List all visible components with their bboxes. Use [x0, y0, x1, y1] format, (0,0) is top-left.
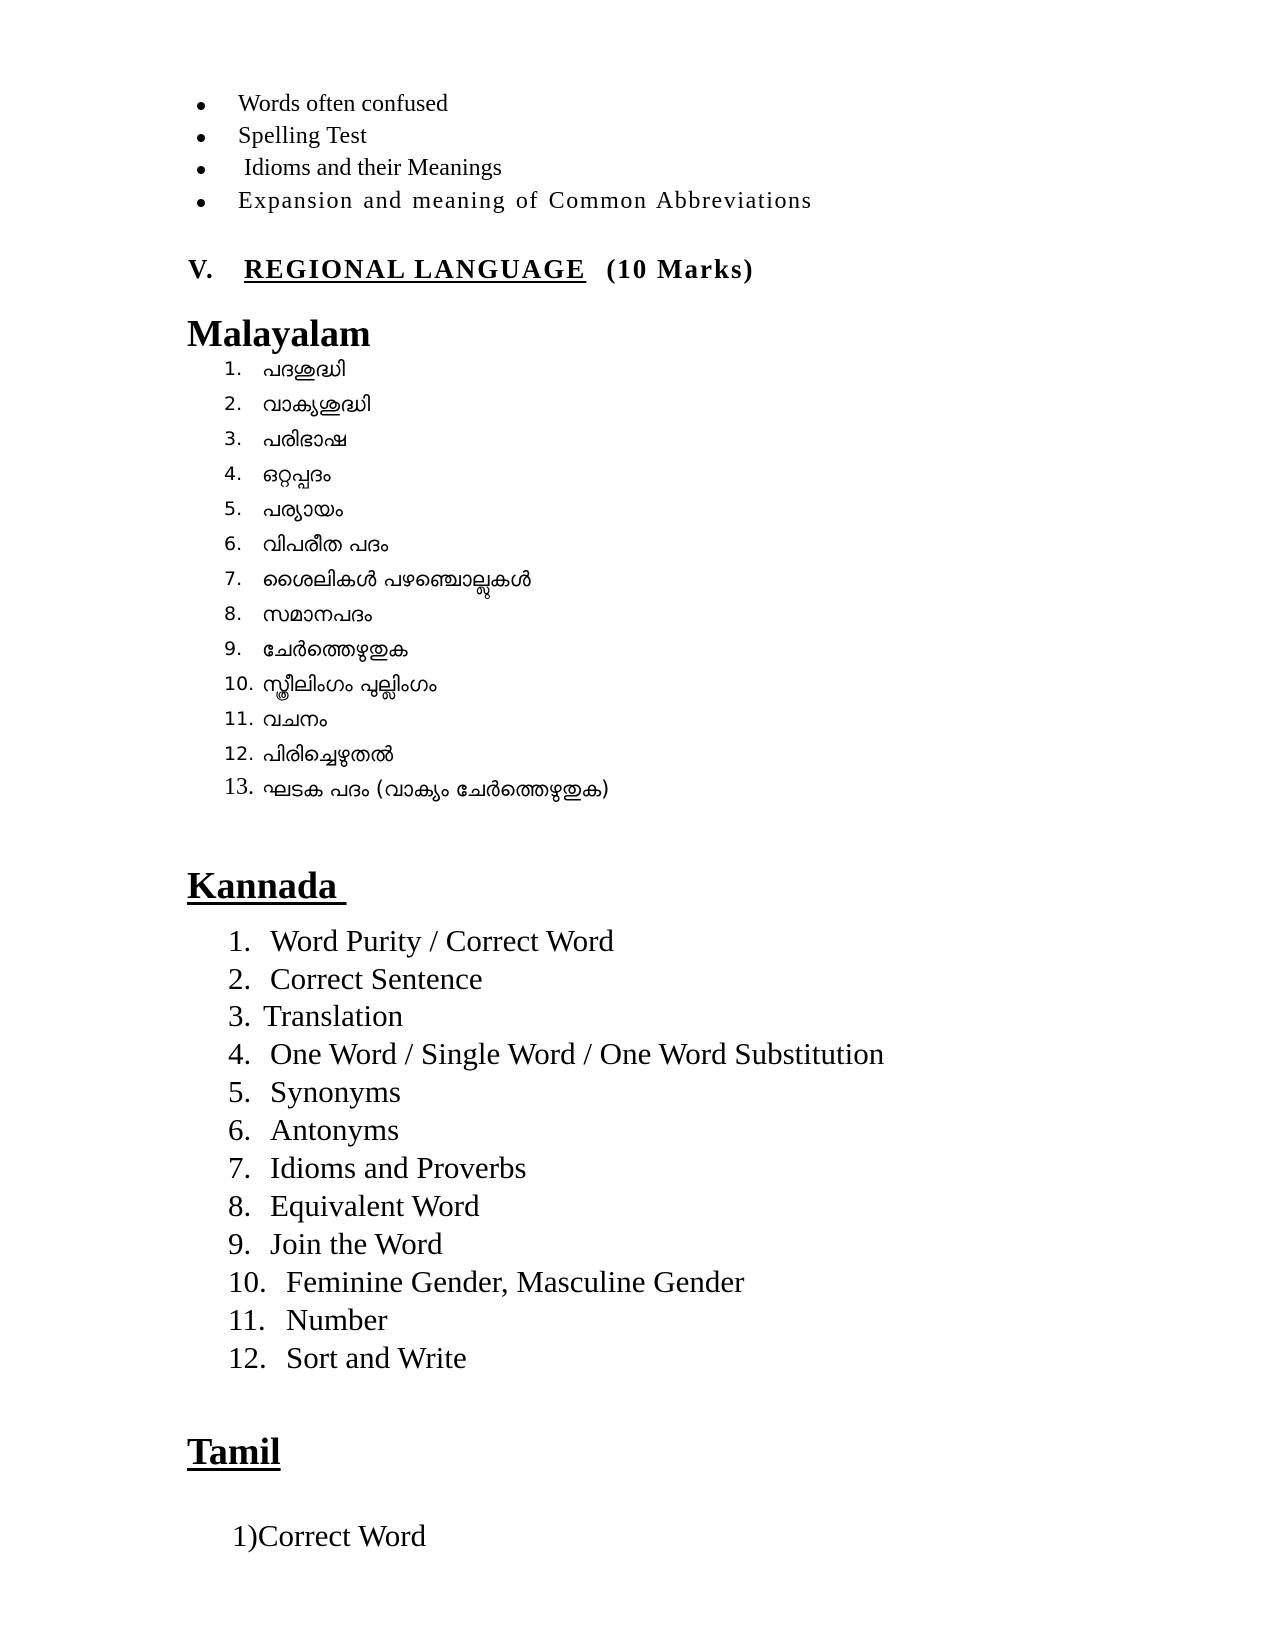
item-text: സ്ത്രീലിംഗം പുല്ലിംഗം: [262, 672, 437, 696]
item-number: 2.: [224, 393, 243, 415]
bullet-icon: [197, 166, 205, 174]
item-text: Correct Sentence: [270, 961, 483, 996]
item-number: 7.: [228, 1150, 252, 1185]
item-number: 1.: [228, 923, 252, 958]
item-number: 10.: [228, 1264, 267, 1299]
malayalam-heading: Malayalam: [187, 313, 371, 355]
bullet-icon: [197, 134, 205, 142]
bullet-text: Spelling Test: [238, 123, 368, 149]
item-number: 12.: [224, 743, 255, 765]
item-number: 8.: [228, 1188, 252, 1223]
bullet-icon: [197, 199, 205, 207]
item-number: 3.: [228, 998, 252, 1033]
bullet-text: Idioms and their Meanings: [238, 155, 502, 181]
item-text: Sort and Write: [286, 1340, 467, 1375]
item-number: 7.: [224, 568, 243, 590]
section-title: REGIONAL LANGUAGE: [244, 254, 587, 284]
item-text: Idioms and Proverbs: [270, 1150, 527, 1185]
section-heading: [188, 252, 755, 286]
item-number: 9.: [228, 1226, 252, 1261]
item-text: Word Purity / Correct Word: [270, 923, 614, 958]
item-number: 6.: [224, 533, 243, 555]
item-text: Join the Word: [270, 1226, 443, 1261]
item-number: 6.: [228, 1112, 252, 1147]
tamil-heading: Tamil: [187, 1431, 281, 1473]
item-text: സമാനപദം: [262, 602, 372, 626]
item-number: 11.: [228, 1302, 266, 1337]
bullet-icon: [197, 102, 205, 110]
item-number: 4.: [228, 1036, 252, 1071]
item-text: പദശുദ്ധി: [262, 357, 345, 381]
item-text: പരിഭാഷ: [262, 427, 346, 451]
section-number: V.: [188, 254, 215, 284]
item-number: 2.: [228, 961, 252, 996]
bullet-text: Words often confused: [238, 91, 449, 117]
item-number: 1.: [224, 358, 243, 380]
item-text: പര്യായം: [262, 497, 343, 521]
tamil-list-item: 1)Correct Word: [232, 1518, 427, 1553]
item-number: 12.: [228, 1340, 267, 1375]
item-text: ഒറ്റപ്പദം: [262, 462, 331, 486]
item-text: Translation: [263, 998, 404, 1033]
item-text: വിപരീത പദം: [262, 532, 389, 556]
item-text: ശൈലികൾ പഴഞ്ചൊല്ലുകൾ: [262, 567, 531, 591]
bullet-text: Expansion and meaning of Common Abbreviations: [238, 188, 813, 214]
item-number: 11.: [224, 708, 255, 730]
item-number: 10.: [224, 673, 255, 695]
item-number: 5.: [224, 498, 243, 520]
item-text: Equivalent Word: [270, 1188, 480, 1223]
item-number: 8.: [224, 603, 243, 625]
item-number: 13.: [224, 774, 254, 800]
item-number: 5.: [228, 1074, 252, 1109]
item-number: 4.: [224, 463, 243, 485]
item-text: പിരിച്ചെഴുതൽ: [262, 742, 394, 766]
item-text: ഘടക പദം (വാക്യം ചേർത്തെഴുതുക): [262, 777, 610, 801]
item-number: 3.: [224, 428, 243, 450]
item-text: വാക്യശുദ്ധി: [262, 392, 371, 416]
item-text: ചേർത്തെഴുതുക: [262, 637, 408, 661]
item-text: Number: [286, 1302, 388, 1337]
kannada-heading: Kannada: [187, 865, 347, 907]
item-number: 9.: [224, 638, 243, 660]
item-text: Feminine Gender, Masculine Gender: [286, 1264, 745, 1299]
section-marks: (10 Marks): [606, 254, 755, 284]
item-text: Antonyms: [270, 1112, 400, 1147]
item-text: Synonyms: [270, 1074, 401, 1109]
item-text: വചനം: [262, 707, 327, 731]
item-text: One Word / Single Word / One Word Substitution: [270, 1036, 885, 1071]
